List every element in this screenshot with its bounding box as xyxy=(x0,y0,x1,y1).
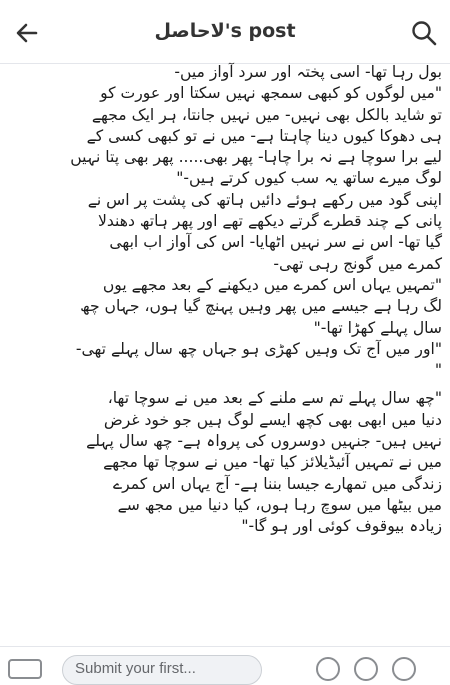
search-button[interactable] xyxy=(410,19,438,47)
text-line: گیا تھا- اس نے سر نہیں اٹھایا- اس کی آواز اب ابھی xyxy=(109,233,442,252)
text-line: "اور میں آج تک وہیں کھڑی ہو جہاں چھ سال پہلے تھی- xyxy=(75,339,442,358)
gif-icon[interactable] xyxy=(354,657,378,681)
text-line: اپنی گود میں رکھے ہوئے دائیں ہاتھ کی پشت پر اس نے xyxy=(87,190,442,209)
text-line: لیے برا سوچا ہے نہ برا چاہا- پھر بھی..... پھر بھی پتا نہیں xyxy=(70,148,442,167)
camera-icon[interactable] xyxy=(392,657,416,681)
text-line: زندگی میں تمھارے جیسا بننا ہے- آج یہاں اس کمرے xyxy=(112,474,442,493)
sticker-icon[interactable] xyxy=(8,659,42,679)
text-line: پانی کے چند قطرے گرتے دیکھے تھے اور پھر ہاتھ دھندلا xyxy=(97,212,442,231)
search-icon xyxy=(410,19,438,47)
text-line: میں نے تمہیں آئیڈیلائز کیا تھا- میں نے سوچا تھا مجھے xyxy=(103,453,442,472)
text-line: دنیا میں ابھی بھی کچھ ایسے لوگ ہیں جو خود غرض xyxy=(103,410,442,429)
text-line: لوگ میرے ساتھ یہ سب کیوں کرتے ہیں-" xyxy=(176,169,442,188)
post-body xyxy=(8,62,442,538)
text-line: کمرے میں گونج رہی تھی- xyxy=(273,254,442,273)
text-line: "تمہیں یہاں اس کمرے میں دیکھنے کے بعد مجھے یوں xyxy=(102,275,442,294)
arrow-left-icon xyxy=(14,20,40,46)
post-header xyxy=(0,0,450,64)
comment-bar xyxy=(0,646,450,677)
text-line: "میں لوگوں کو کبھی سمجھ نہیں سکتا اور عورت کو xyxy=(100,84,442,103)
text-line: " xyxy=(434,361,442,380)
back-button[interactable] xyxy=(14,20,40,46)
text-line: بول رہا تھا- اسی پختہ اور سرد آواز میں- xyxy=(174,63,442,81)
text-line: ہی دھوکا کیوں دینا چاہتا ہے- میں نے تو کبھی کسی کے xyxy=(86,126,442,145)
text-line: لگ رہا ہے جیسے میں پھر وہیں پہنچ گیا ہوں، جہاں چھ xyxy=(80,297,442,316)
paragraph-gap xyxy=(8,381,442,388)
page-title: لاحاصل's post xyxy=(154,20,296,42)
text-line: زیادہ بیوقوف کوئی اور ہو گا-" xyxy=(241,517,442,536)
emoji-icon[interactable] xyxy=(316,657,340,681)
text-line: میں بیٹھا میں سوچ رہا ہوں، کیا دنیا میں مجھ سے xyxy=(117,495,442,514)
text-line: نہیں ہیں- جنہیں دوسروں کی پرواہ ہے- چھ سال پہلے xyxy=(86,432,442,451)
post-paragraph-2 xyxy=(8,388,442,537)
text-line: تو شاید بالکل بھی نہیں- میں نہیں جانتا، ہر ایک مجھے xyxy=(91,105,442,124)
text-line: سال پہلے کھڑا تھا-" xyxy=(313,318,442,337)
post-paragraph-1 xyxy=(8,62,442,381)
text-line: "چھ سال پہلے تم سے ملنے کے بعد میں نے سوچا تھا، xyxy=(107,389,442,408)
comment-input[interactable]: Submit your first... xyxy=(62,655,262,685)
